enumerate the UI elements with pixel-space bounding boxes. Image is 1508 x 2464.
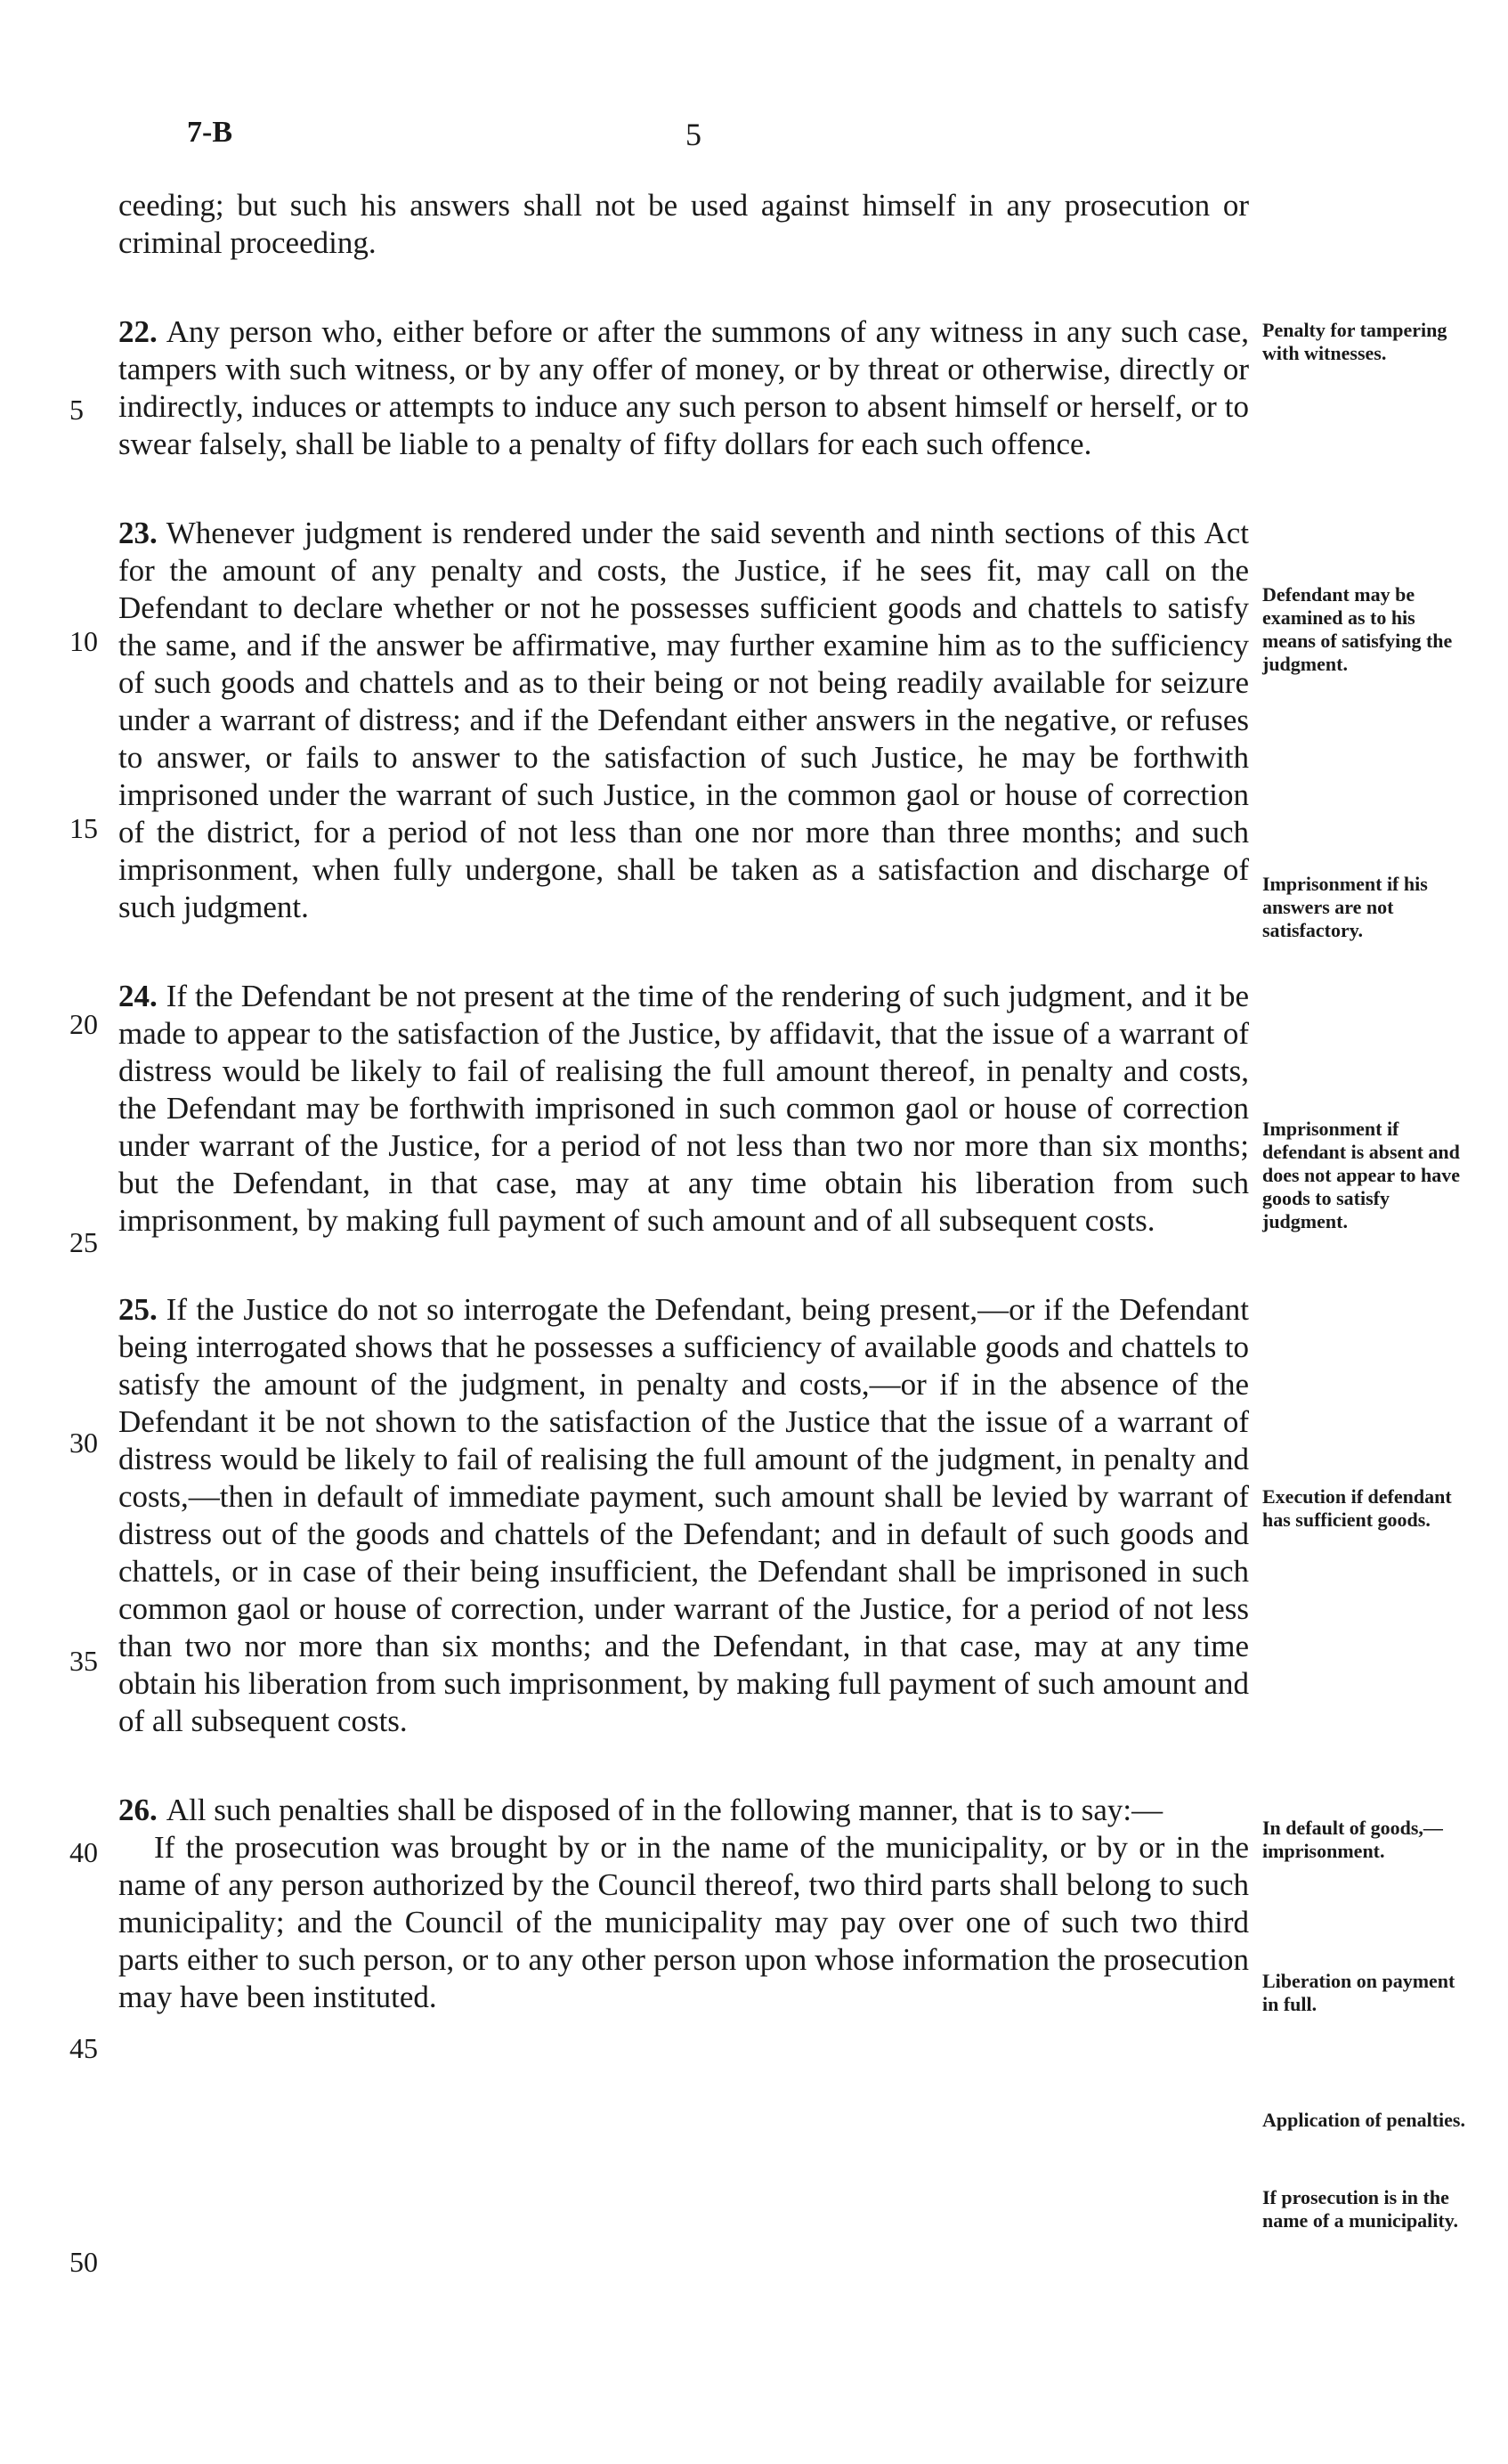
section-24 xyxy=(118,978,1249,1240)
line-number: 40 xyxy=(69,1836,98,1868)
paragraph xyxy=(118,978,1249,1240)
line-number: 50 xyxy=(69,2246,98,2278)
section-number: 22. xyxy=(118,314,158,349)
line-number: 30 xyxy=(69,1427,98,1459)
section-number: 23. xyxy=(118,516,158,550)
section-text: Any person who, either before or after the summons of any witness in any such case, tampers with such witness, or by any offer of money, or by threat or otherwise, directly or indirectly, induces or attempts to induce any such person to absent himself or herself, or to swear falsely, shall be liable to a penalty of fifty dollars for each such offence. xyxy=(118,314,1249,461)
margin-note: Penalty for tampering with witnesses. xyxy=(1262,319,1447,364)
line-number: 45 xyxy=(69,2032,98,2064)
margin-note: If prosecution is in the name of a municipality. xyxy=(1262,2186,1459,2232)
section-number: 25. xyxy=(118,1292,158,1327)
page-header xyxy=(187,116,1255,160)
section-number: 24. xyxy=(118,979,158,1013)
section-text: Whenever judgment is rendered under the said seventh and ninth sections of this Act for the amount of any penalty and costs, the Justice, if he sees fit, may call on the Defendant to declare whether or not he possesses sufficient goods and chattels to satisfy the same, and if the answer be affirmative, may further examine him as to the sufficiency of such goods and chattels and as to their being or not being readily available for seizure under a warrant of distress; and if the Defendant either answers in the negative, or refuses to answer, or fails to answer to the satisfaction of such Justice, he may be forthwith imprisoned under the warrant of such Justice, in the common gaol or house of correction of the district, for a period of not less than one nor more than three months; and such imprisonment, when fully undergone, shall be taken as a satisfaction and discharge of such judgment. xyxy=(118,516,1249,924)
paragraph: If the prosecution was brought by or in the name of the municipality, or by or in the name of any person authorized by the Council thereof, two third parts shall belong to such municipality; and the Council of the municipality may pay over one of such two third parts either to such person, or to any other person upon whose information the prosecution may have been instituted. xyxy=(118,1830,1249,2014)
paragraph xyxy=(118,515,1249,926)
line-number: 25 xyxy=(69,1226,98,1258)
line-number: 35 xyxy=(69,1645,98,1677)
paragraph xyxy=(118,1291,1249,1740)
section-22 xyxy=(118,313,1249,463)
section-26 xyxy=(118,1792,1249,2016)
line-number: 10 xyxy=(69,625,98,657)
margin-note: Defendant may be examined as to his means of satisfying the judgment. xyxy=(1262,583,1453,675)
header-bill-number: 7-B xyxy=(187,116,232,149)
line-number: 5 xyxy=(69,394,84,426)
margin-note: Imprisonment if defendant is absent and does not appear to have goods to satisfy judgment. xyxy=(1262,1118,1461,1232)
margin-note: In default of goods,—imprisonment. xyxy=(1262,1817,1443,1862)
paragraph xyxy=(118,313,1249,463)
paragraph: ceeding; but such his answers shall not be used against himself in any prosecution or criminal proceeding. xyxy=(118,188,1249,260)
margin-note: Liberation on payment in full. xyxy=(1262,1970,1455,2015)
section-text: If the Defendant be not present at the time of the rendering of such judgment, and it be made to appear to the satisfaction of the Justice, by affidavit, that the issue of a warrant of distress would be likely to fail of realising the full amount thereof, in penalty and costs, the Defendant may be forthwith imprisoned in such common gaol or house of correction under warrant of the Justice, for a period of not less than two nor more than six months; but the Defendant, in that case, may at any time obtain his liberation from such imprisonment, by making full payment of such amount and of all subsequent costs. xyxy=(118,979,1249,1238)
section-text: All such penalties shall be disposed of in the following manner, that is to say:— xyxy=(166,1793,1163,1827)
section-23 xyxy=(118,515,1249,926)
section-25 xyxy=(118,1291,1249,1740)
margin-note: Imprisonment if his answers are not satisfactory. xyxy=(1262,873,1428,941)
section-continuation xyxy=(118,187,1249,262)
header-page-number: 5 xyxy=(685,117,701,152)
line-number: 20 xyxy=(69,1008,98,1040)
line-number: 15 xyxy=(69,812,98,844)
section-text: If the Justice do not so interrogate the Defendant, being present,—or if the Defendant being interrogated shows that he possesses a sufficiency of available goods and chattels to satisfy the amount of the judgment, in penalty and costs,—or if in the absence of the Defendant it be not shown to the satisfaction of the Justice that the issue of a warrant of distress would be likely to fail of realising the full amount of the judgment, in penalty and costs,—then in default of immediate payment, such amount shall be levied by warrant of distress out of the goods and chattels of the Defendant; and in default of such goods and chattels, or in case of their being insufficient, the Defendant shall be imprisoned in such common gaol or house of correction, under warrant of the Justice, for a period of not less than two nor more than six months; and the Defendant, in that case, may at any time obtain his liberation from such imprisonment, by making full payment of such amount and of all subsequent costs. xyxy=(118,1292,1249,1738)
paragraph xyxy=(118,1792,1249,1829)
section-number: 26. xyxy=(118,1793,158,1827)
margin-note: Application of penalties. xyxy=(1262,2109,1465,2131)
margin-note: Execution if defendant has sufficient goods. xyxy=(1262,1485,1452,1531)
body-text xyxy=(118,187,1249,2068)
